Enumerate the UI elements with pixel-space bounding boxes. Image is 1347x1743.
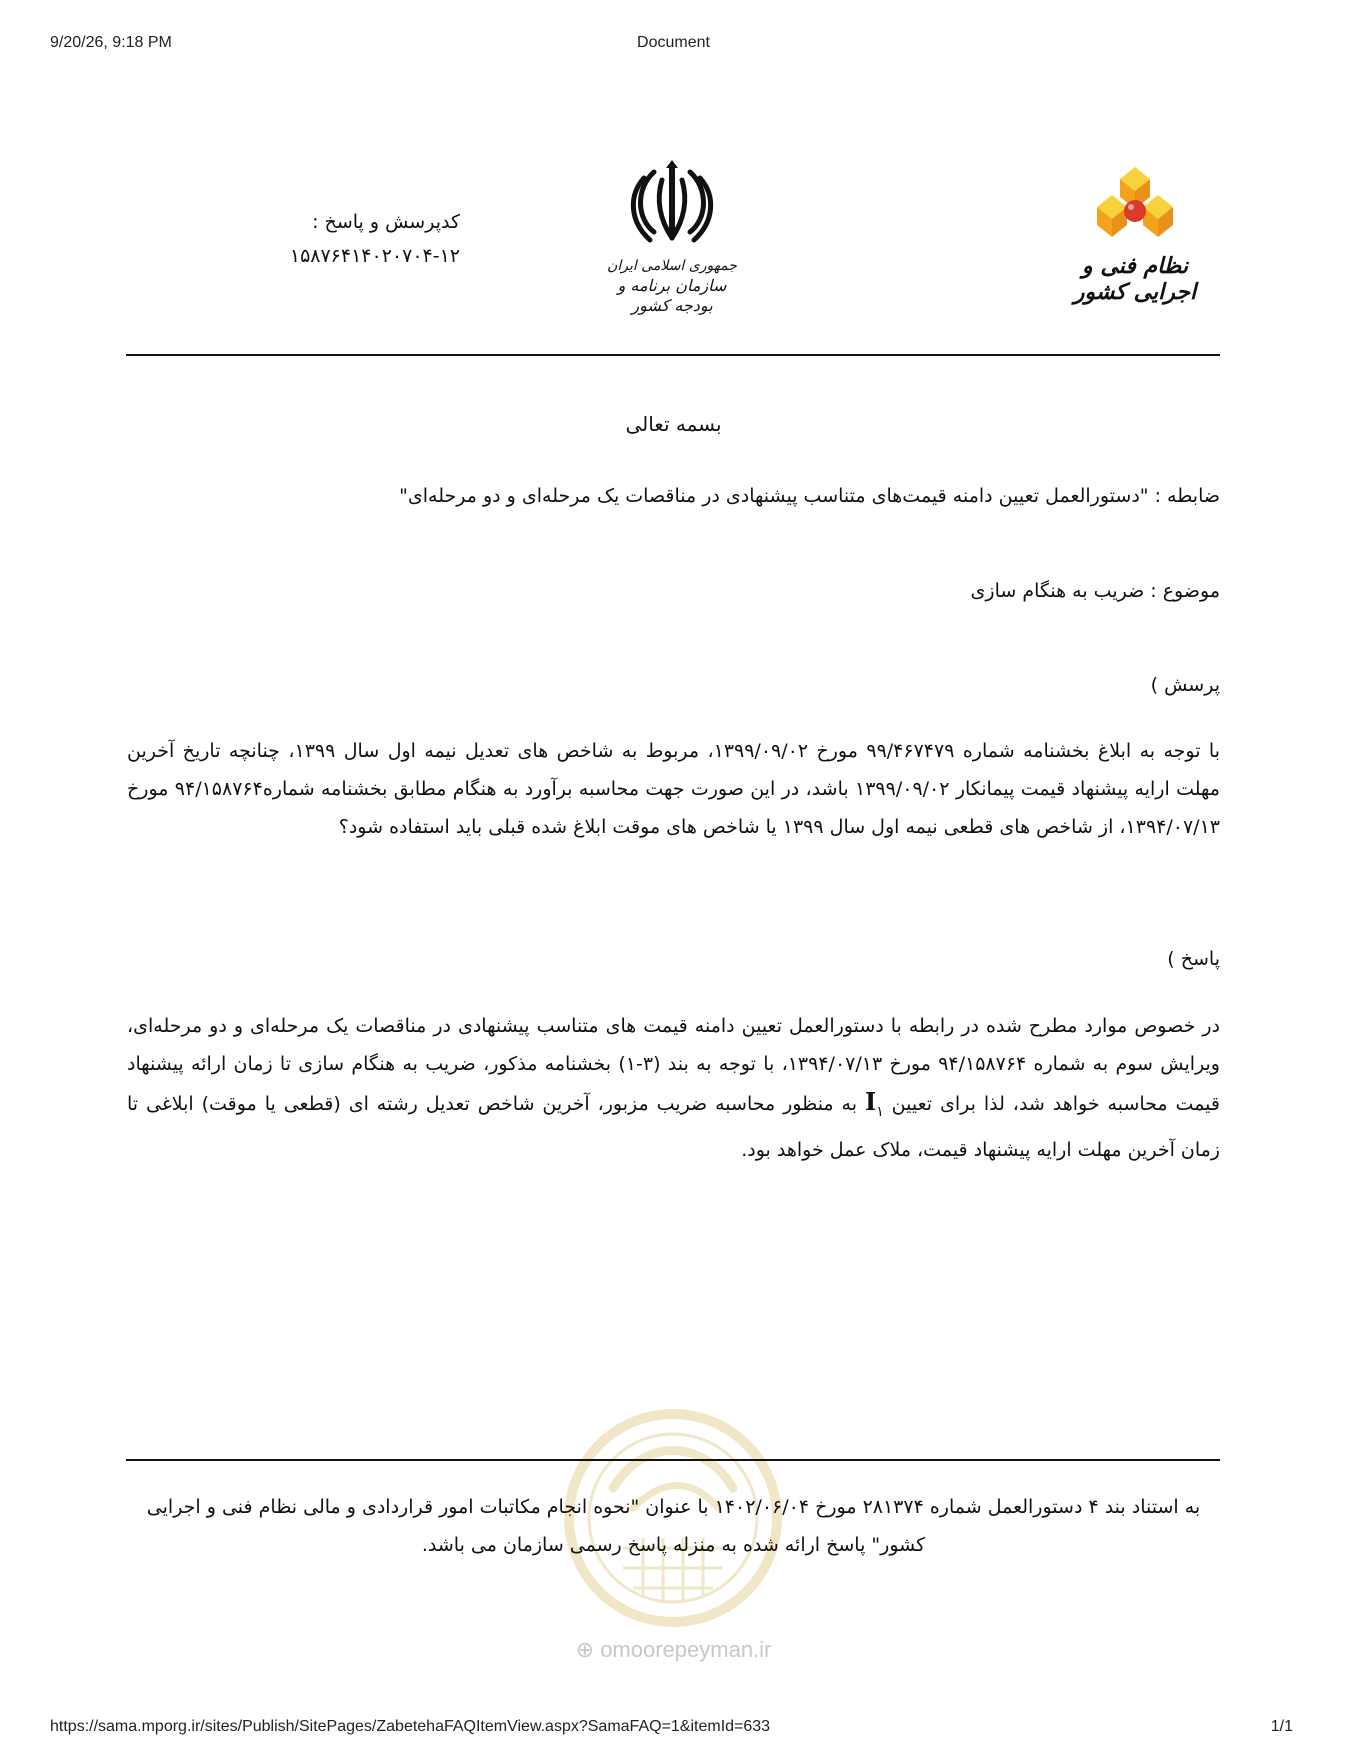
watermark-globe-icon: ⊕	[575, 1637, 595, 1662]
answer-text-part-2: به منظور محاسبه ضریب مزبور، آخرین شاخص تعدیل رشته ای (قطعی یا موقت) ابلاغی تا زمان آخرین مهلت ارایه پیشنهاد قیمت، ملاک عمل خواهد بود.	[127, 1093, 1220, 1161]
print-datetime: 9/20/26, 9:18 PM	[50, 34, 172, 51]
bismillah-heading: بسمه تعالی	[625, 412, 722, 436]
subject-line: موضوع : ضریب به هنگام سازی	[970, 580, 1220, 602]
question-text: با توجه به ابلاغ بخشنامه شماره ۹۹/۴۶۷۴۷۹ مورخ ۱۳۹۹/۰۹/۰۲، مربوط به شاخص های تعدیل نیمه اول سال ۱۳۹۹، چنانچه تاریخ آخرین مهلت ارایه پیشنهاد قیمت پیمانکار ۱۳۹۹/۰۹/۰۲ باشد، در این صورت جهت محاسبه برآورد به هنگام مطابق بخشنامه شماره۹۴/۱۵۸۷۶۴ مورخ ۱۳۹۴/۰۷/۱۳، از شاخص های قطعی نیمه اول سال ۱۳۹۹ یا شاخص های موقت ابلاغ شده قبلی باید استفاده شود؟	[127, 740, 1221, 838]
emblem-caption-organization: سازمان برنامه و بودجه کشور	[617, 276, 727, 315]
print-page-number: 1/1	[1270, 1718, 1293, 1735]
emblem-icon	[624, 160, 720, 252]
print-url: https://sama.mporg.ir/sites/Publish/SitePages/ZabetehaFAQItemView.aspx?SamaFAQ=1&itemId=633	[50, 1718, 771, 1735]
qa-code-block	[230, 205, 460, 273]
header-divider	[126, 354, 1220, 356]
answer-heading: پاسخ )	[1167, 948, 1220, 970]
answer-text	[127, 1007, 1220, 1169]
footer-note: به استناد بند ۴ دستورالعمل شماره ۲۸۱۳۷۴ مورخ ۱۴۰۲/۰۶/۰۴ با عنوان "نحوه انجام مکاتبات امور قراردادی و مالی نظام فنی و اجرایی کشور" پاسخ ارائه شده به منزله پاسخ رسمی سازمان می باشد.	[146, 1496, 1201, 1556]
qa-code-value: ۱۵۸۷۶۴۱۴۰۲۰۷۰۴-۱۲	[289, 245, 460, 267]
answer-symbol: $I_۱$	[864, 1087, 884, 1120]
emblem-caption-country: جمهوری اسلامی ایران	[607, 258, 737, 274]
question-heading: پرسش )	[1150, 674, 1220, 696]
print-document-title: Document	[637, 34, 710, 51]
regulation-title: ضابطه : "دستورالعمل تعیین دامنه قیمت‌های متناسب پیشنهادی در مناقصات یک مرحله‌ای و دو مرحله‌ای"	[399, 485, 1220, 507]
watermark-site-text: ⊕ omoorepeyman.ir	[575, 1637, 772, 1662]
organization-logo-caption: نظام فنی و اجرایی کشور	[1073, 253, 1197, 305]
qa-code-label: کدپرسش و پاسخ :	[312, 211, 460, 233]
organization-logo	[1060, 165, 1210, 305]
answer-text-part-1: در خصوص موارد مطرح شده در رابطه با دستورالعمل تعیین دامنه قیمت های متناسب پیشنهادی در مناقصات یک مرحله‌ای و دو مرحله‌ای، ویرایش سوم به شماره ۹۴/۱۵۸۷۶۴ مورخ ۱۳۹۴/۰۷/۱۳، با توجه به بند (۳-۱) بخشنامه مذکور، ضریب به هنگام سازی تا زمان ارائه پیشنهاد قیمت محاسبه خواهد شد، لذا برای تعیین	[127, 1015, 1220, 1115]
footer-divider	[126, 1459, 1220, 1461]
cube-logo-icon	[1090, 165, 1180, 245]
national-emblem	[607, 160, 737, 316]
